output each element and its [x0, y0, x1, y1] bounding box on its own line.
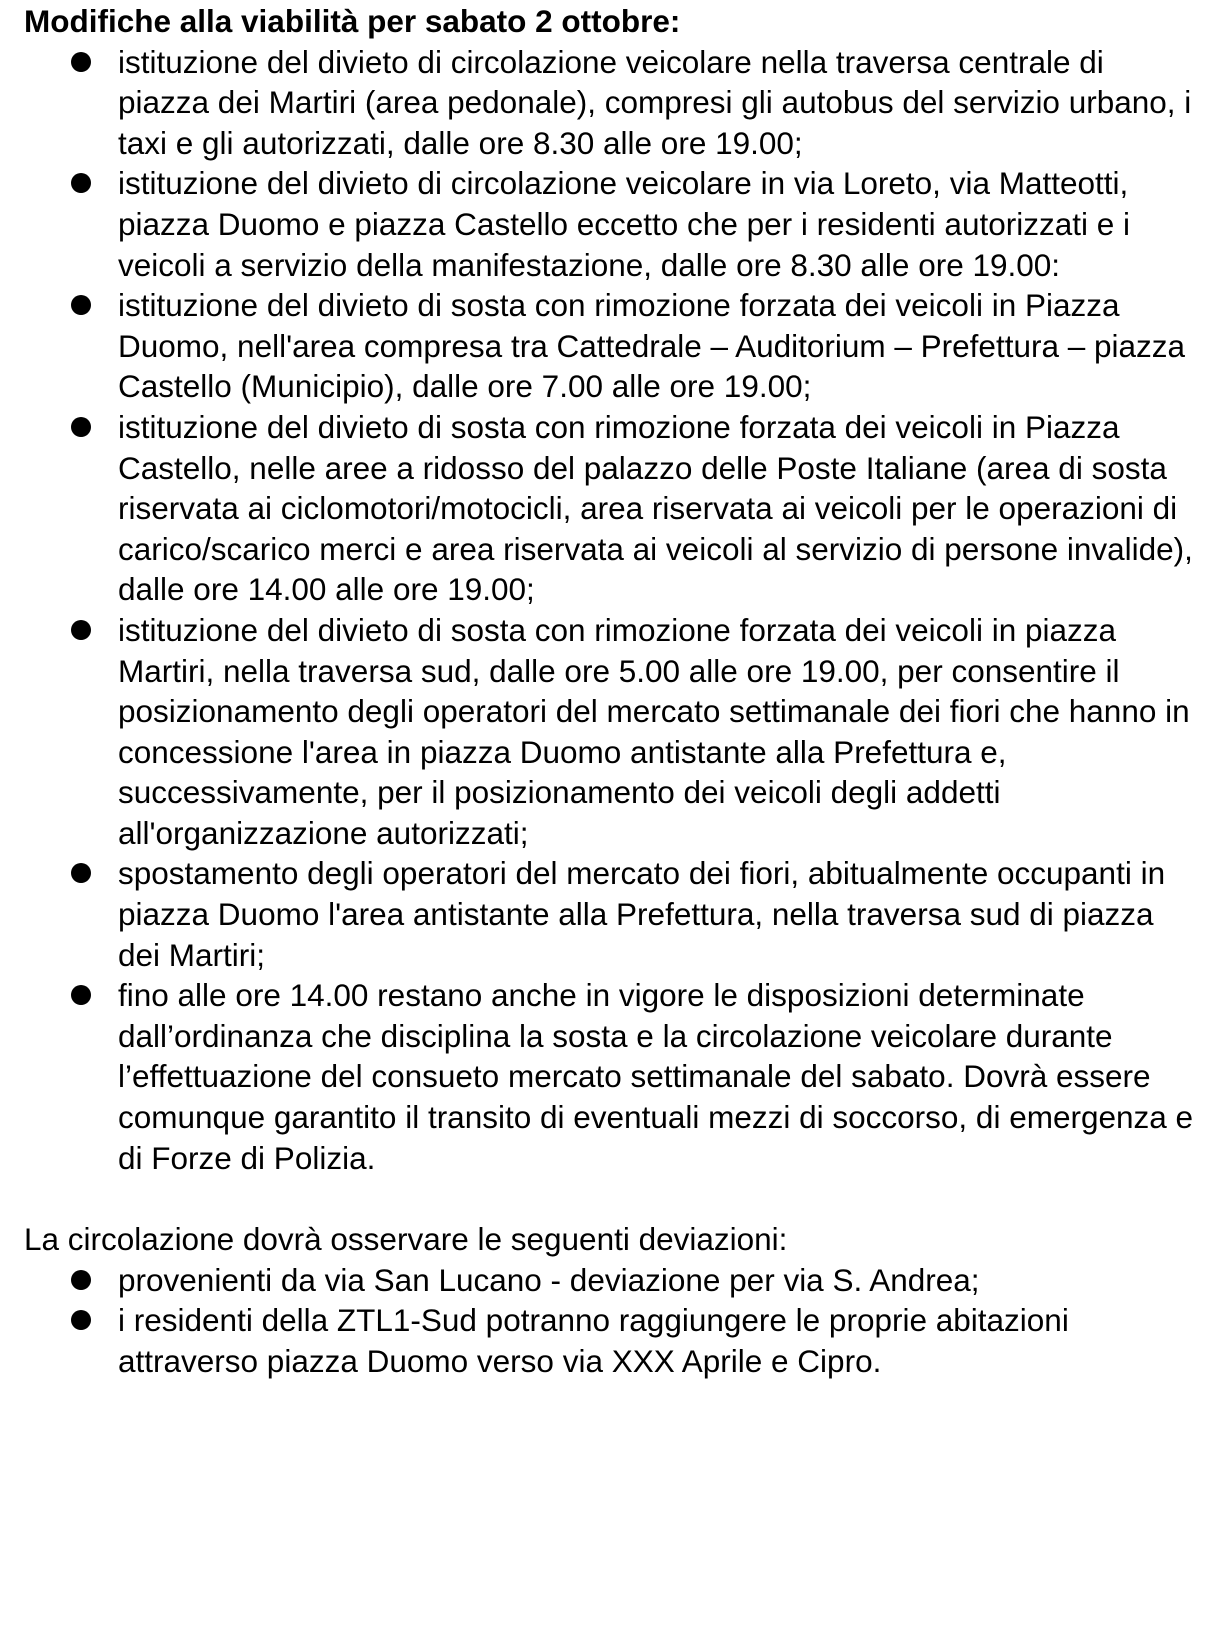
list-item	[118, 610, 1198, 854]
list-item-text: fino alle ore 14.00 restano anche in vigore le disposizioni determinate dall’ordinanza che disciplina la sosta e la circolazione veicolare durante l’effettuazione del consueto mercato settimanale del sabato. Dovrà essere comunque garantito il transito di eventuali mezzi di soccorso, di emergenza e di Forze di Polizia.	[118, 977, 1194, 1176]
bullet-icon	[71, 295, 91, 315]
bullet-icon	[71, 173, 91, 193]
deviations-list	[24, 1260, 1198, 1382]
list-item-text: istituzione del divieto di sosta con rimozione forzata dei veicoli in Piazza Duomo, nell'area compresa tra Cattedrale – Auditorium – Prefettura – piazza Castello (Municipio), dalle ore 7.00 alle ore 19.00;	[118, 287, 1186, 405]
list-item	[118, 1300, 1198, 1381]
bullet-icon	[71, 1310, 91, 1330]
list-item-text: istituzione del divieto di sosta con rimozione forzata dei veicoli in Piazza Castello, nelle aree a ridosso del palazzo delle Poste Italiane (area di sosta riservata ai ciclomotori/motocicli, area riservata ai veicoli per le operazioni di carico/scarico merci e area riservata ai veicoli al servizio di persone invalide), dalle ore 14.00 alle ore 19.00;	[118, 408, 1193, 608]
list-item-text: i residenti della ZTL1-Sud potranno raggiungere le proprie abitazioni attraverso piazza Duomo verso via XXX Aprile e Cipro.	[118, 1302, 1069, 1379]
bullet-icon	[71, 863, 91, 883]
list-item	[118, 407, 1198, 610]
bullet-icon	[71, 620, 91, 640]
list-item	[118, 285, 1198, 407]
list-item-text: istituzione del divieto di circolazione veicolare in via Loreto, via Matteotti, piazza Duomo e piazza Castello eccetto che per i residenti autorizzati e i veicoli a servizio della manifestazione, dalle ore 8.30 alle ore 19.00:	[118, 165, 1131, 283]
paragraph-spacer	[24, 1178, 1198, 1219]
bullet-icon	[71, 985, 91, 1005]
list-item-text: istituzione del divieto di circolazione veicolare nella traversa centrale di piazza dei Martiri (area pedonale), compresi gli autobus del servizio urbano, i taxi e gli autorizzati, dalle ore 8.30 alle ore 19.00;	[118, 43, 1192, 161]
bullet-icon	[71, 1270, 91, 1290]
list-item	[118, 42, 1198, 164]
bullet-icon	[71, 52, 91, 72]
deviations-intro: La circolazione dovrà osservare le seguenti deviazioni:	[24, 1221, 788, 1258]
bullet-icon	[71, 417, 91, 437]
restrictions-list	[24, 42, 1198, 1179]
list-item	[118, 163, 1198, 285]
list-item-text: istituzione del divieto di sosta con rimozione forzata dei veicoli in piazza Martiri, nella traversa sud, dalle ore 5.00 alle ore 19.00, per consentire il posizionamento degli operatori del mercato settimanale dei fiori che hanno in concessione l'area in piazza Duomo antistante alla Prefettura e, successivamente, per il posizionamento dei veicoli degli addetti all'organizzazione autorizzati;	[118, 611, 1190, 851]
list-item	[118, 975, 1198, 1178]
section-heading: Modifiche alla viabilità per sabato 2 ottobre:	[24, 3, 681, 39]
list-item	[118, 1260, 1198, 1301]
list-item-text: spostamento degli operatori del mercato dei fiori, abitualmente occupanti in piazza Duomo l'area antistante alla Prefettura, nella traversa sud di piazza dei Martiri;	[118, 855, 1166, 973]
list-item-text: provenienti da via San Lucano - deviazione per via S. Andrea;	[118, 1261, 980, 1298]
list-item	[118, 853, 1198, 975]
